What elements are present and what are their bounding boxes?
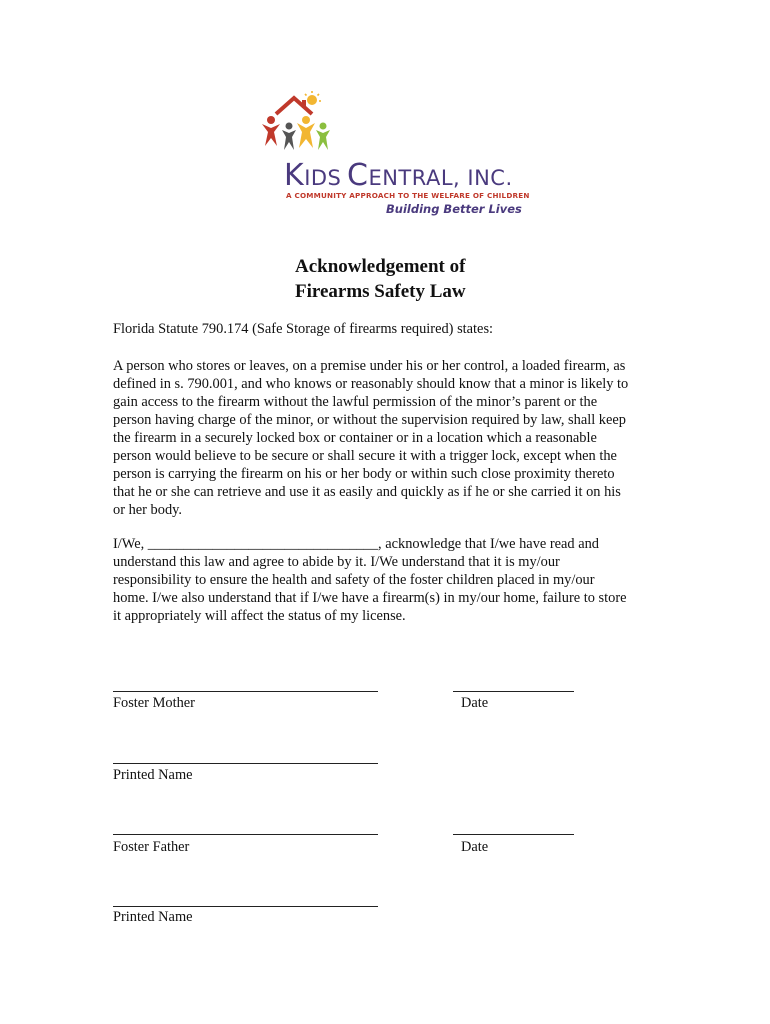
statute-line: or her body. (113, 502, 183, 518)
foster-mother-signature-line[interactable] (113, 691, 378, 692)
acknowledgement-line: understand this law and agree to abide by it. I/We understand that it is my/our (113, 554, 560, 570)
printed-name-line-1[interactable] (113, 763, 378, 764)
acknowledgement-line: home. I/we also understand that if I/we have a firearm(s) in my/our home, failure to store (113, 590, 627, 606)
acknowledgement-line: it appropriately will affect the status of my license. (113, 608, 406, 624)
statute-line: person is carrying the firearm on his or her body or within such close proximity thereto (113, 466, 615, 482)
date-label-2: Date (461, 839, 489, 855)
acknowledgement-line: responsibility to ensure the health and safety of the foster children placed in my/our (113, 572, 595, 588)
date-line-2[interactable] (453, 834, 574, 835)
title-line-1: Acknowledgement of (295, 256, 466, 277)
printed-name-label-1: Printed Name (113, 767, 193, 783)
foster-mother-label: Foster Mother (113, 695, 195, 711)
statute-line: person would believe to be secure or shall secure it with a trigger lock, except when the (113, 448, 617, 464)
statute-line: A person who stores or leaves, on a premise under his or her control, a loaded firearm, as (113, 358, 626, 374)
statute-line: the firearm in a securely locked box or container or in a location which a reasonable (113, 430, 597, 446)
statute-intro: Florida Statute 790.174 (Safe Storage of firearms required) states: (113, 321, 494, 337)
foster-father-label: Foster Father (113, 839, 190, 855)
date-label-1: Date (461, 695, 489, 711)
printed-name-label-2: Printed Name (113, 909, 193, 925)
statute-line: gain access to the firearm without the lawful permission of the minor’s parent or the (113, 394, 598, 410)
foster-father-signature-line[interactable] (113, 834, 378, 835)
statute-paragraph (113, 357, 661, 519)
organization-motto: Building Better Lives (386, 202, 522, 216)
statute-line: that he or she can retrieve and use it as easily and quickly as if he or she carried it on his (113, 484, 621, 500)
statute-line: defined in s. 790.001, and who knows or reasonably should know that a minor is likely to (113, 376, 629, 392)
acknowledgement-paragraph (113, 535, 661, 625)
statute-line: person having charge of the minor, or without the supervision required by law, shall keep (113, 412, 626, 428)
title-line-2: Firearms Safety Law (295, 281, 466, 302)
kids-central-logo (258, 90, 530, 220)
acknowledgement-line: I/We, ________________________________, acknowledge that I/we have read and (113, 536, 600, 552)
printed-name-line-2[interactable] (113, 906, 378, 907)
house-and-children-icon (258, 90, 338, 156)
organization-tagline: A COMMUNITY APPROACH TO THE WELFARE OF CHILDREN (286, 191, 530, 200)
date-line-1[interactable] (453, 691, 574, 692)
document-title (295, 254, 466, 304)
organization-name: KIDS CENTRAL, INC. (284, 158, 513, 193)
